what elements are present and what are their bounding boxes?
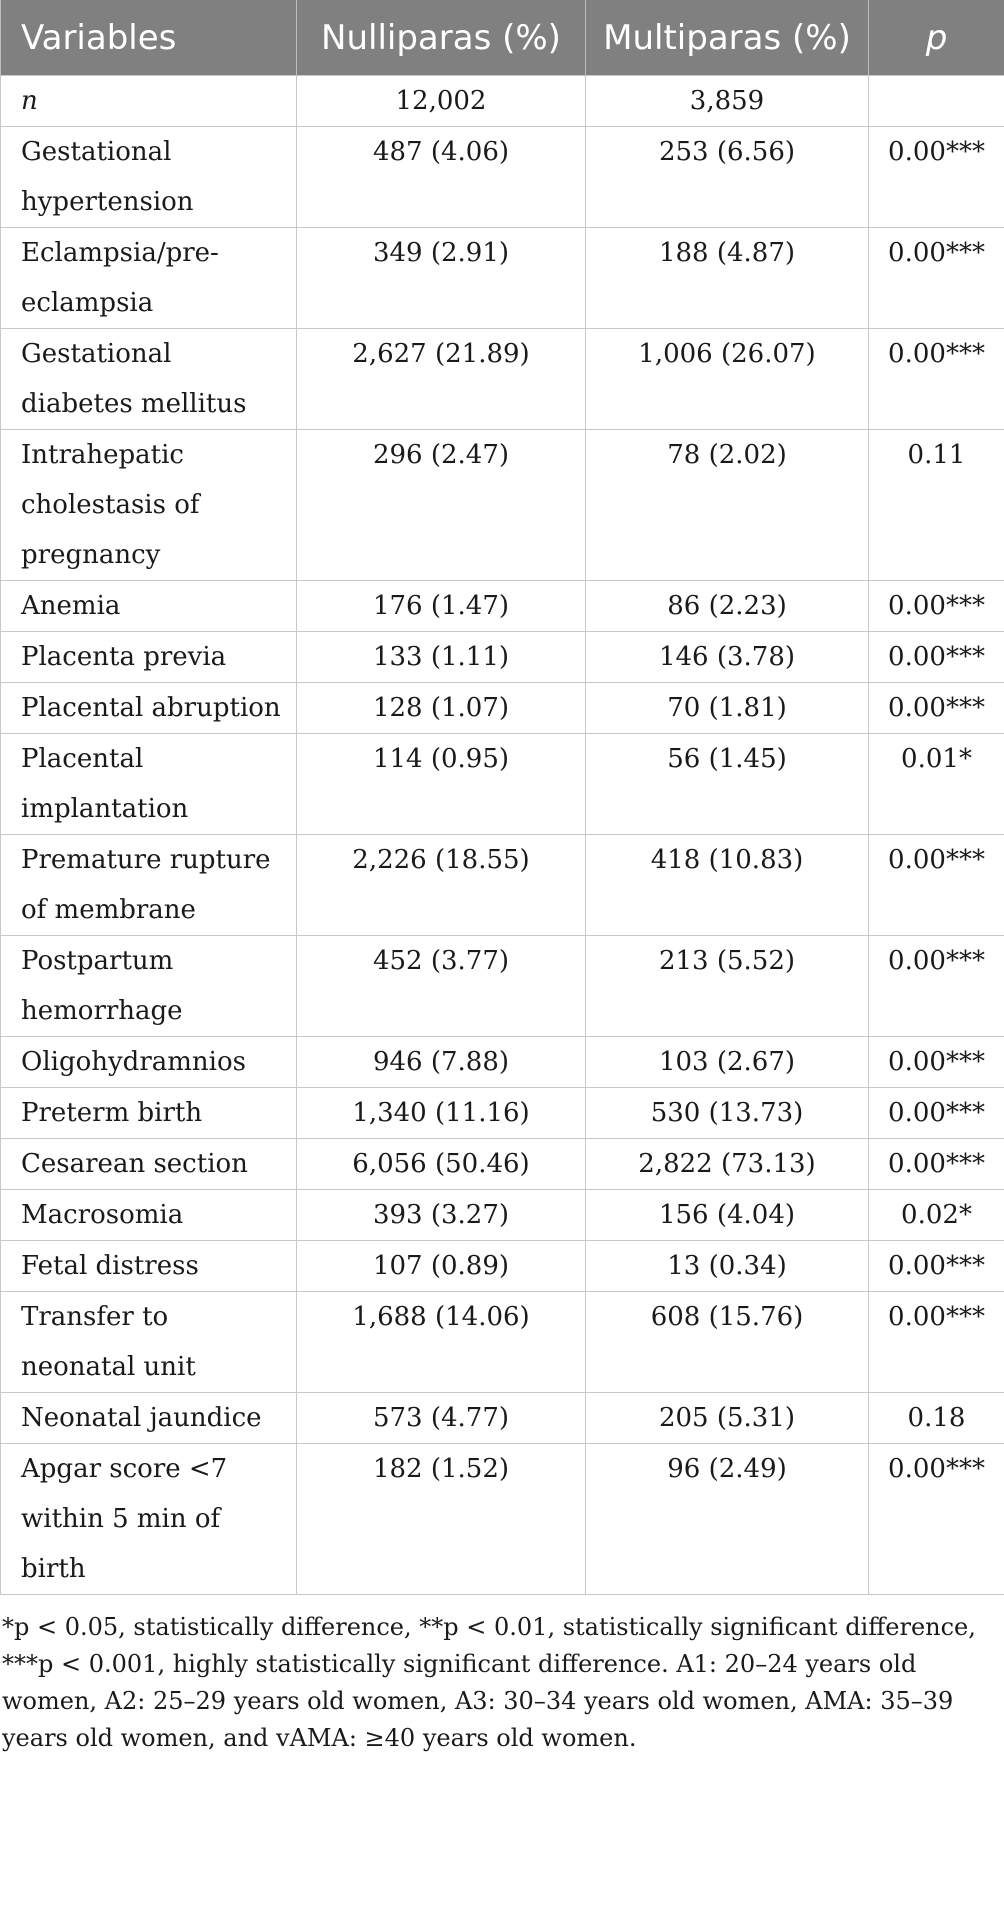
- row-nulliparas-value: 393 (3.27): [297, 1190, 586, 1241]
- row-p-value: 0.00***: [869, 632, 1004, 683]
- row-p-value: 0.00***: [869, 683, 1004, 734]
- table-row: [1, 1088, 1004, 1139]
- table-row: [1, 228, 1004, 329]
- row-multiparas-value: 156 (4.04): [586, 1190, 869, 1241]
- row-nulliparas-value: 349 (2.91): [297, 228, 586, 329]
- row-multiparas-value: 103 (2.67): [586, 1037, 869, 1088]
- table-row: [1, 329, 1004, 430]
- table-row: [1, 683, 1004, 734]
- row-variable-label: Cesarean section: [1, 1139, 297, 1190]
- row-nulliparas-value: 182 (1.52): [297, 1444, 586, 1595]
- table-row: [1, 734, 1004, 835]
- row-variable-label: Premature rupture of membrane: [1, 835, 297, 936]
- table-row: [1, 1190, 1004, 1241]
- row-p-value: 0.00***: [869, 329, 1004, 430]
- row-nulliparas-value: 107 (0.89): [297, 1241, 586, 1292]
- row-nulliparas-value: 128 (1.07): [297, 683, 586, 734]
- row-variable-label: Placental implantation: [1, 734, 297, 835]
- table-row: [1, 1393, 1004, 1444]
- header-multiparas: Multiparas (%): [586, 0, 869, 76]
- row-nulliparas-value: 2,627 (21.89): [297, 329, 586, 430]
- row-p-value: 0.00***: [869, 1444, 1004, 1595]
- row-p-value: 0.00***: [869, 1037, 1004, 1088]
- row-nulliparas-value: 1,688 (14.06): [297, 1292, 586, 1393]
- row-variable-label: Placenta previa: [1, 632, 297, 683]
- row-variable-label: Placental abruption: [1, 683, 297, 734]
- row-nulliparas-value: 6,056 (50.46): [297, 1139, 586, 1190]
- row-variable-label: Fetal distress: [1, 1241, 297, 1292]
- row-variable-label: Oligohydramnios: [1, 1037, 297, 1088]
- table-row: [1, 1139, 1004, 1190]
- table-row: [1, 430, 1004, 581]
- row-nulliparas-value: 12,002: [297, 76, 586, 127]
- row-multiparas-value: 146 (3.78): [586, 632, 869, 683]
- row-variable-label: n: [1, 76, 297, 127]
- row-nulliparas-value: 296 (2.47): [297, 430, 586, 581]
- row-nulliparas-value: 133 (1.11): [297, 632, 586, 683]
- row-variable-label: Preterm birth: [1, 1088, 297, 1139]
- table-header-row: [1, 0, 1004, 76]
- row-nulliparas-value: 176 (1.47): [297, 581, 586, 632]
- row-multiparas-value: 70 (1.81): [586, 683, 869, 734]
- row-variable-label: Intrahepatic cholestasis of pregnancy: [1, 430, 297, 581]
- table-row: [1, 581, 1004, 632]
- row-p-value: 0.00***: [869, 1292, 1004, 1393]
- row-p-value: [869, 76, 1004, 127]
- row-p-value: 0.00***: [869, 936, 1004, 1037]
- header-p-value: p: [869, 0, 1004, 76]
- row-variable-label: Neonatal jaundice: [1, 1393, 297, 1444]
- row-variable-label: Gestational diabetes mellitus: [1, 329, 297, 430]
- row-variable-label: Macrosomia: [1, 1190, 297, 1241]
- row-nulliparas-value: 452 (3.77): [297, 936, 586, 1037]
- row-p-value: 0.11: [869, 430, 1004, 581]
- row-p-value: 0.02*: [869, 1190, 1004, 1241]
- row-nulliparas-value: 573 (4.77): [297, 1393, 586, 1444]
- row-multiparas-value: 418 (10.83): [586, 835, 869, 936]
- row-multiparas-value: 530 (13.73): [586, 1088, 869, 1139]
- row-nulliparas-value: 114 (0.95): [297, 734, 586, 835]
- table-row: [1, 632, 1004, 683]
- row-variable-label: Postpartum hemorrhage: [1, 936, 297, 1037]
- row-nulliparas-value: 487 (4.06): [297, 127, 586, 228]
- row-p-value: 0.00***: [869, 228, 1004, 329]
- row-p-value: 0.00***: [869, 127, 1004, 228]
- row-multiparas-value: 78 (2.02): [586, 430, 869, 581]
- row-nulliparas-value: 946 (7.88): [297, 1037, 586, 1088]
- row-variable-label: Anemia: [1, 581, 297, 632]
- row-p-value: 0.00***: [869, 1088, 1004, 1139]
- row-multiparas-value: 253 (6.56): [586, 127, 869, 228]
- table-row: [1, 835, 1004, 936]
- row-multiparas-value: 608 (15.76): [586, 1292, 869, 1393]
- header-nulliparas: Nulliparas (%): [297, 0, 586, 76]
- row-p-value: 0.00***: [869, 1139, 1004, 1190]
- row-variable-label: Eclampsia/pre-eclampsia: [1, 228, 297, 329]
- row-variable-label: Apgar score <7 within 5 min of birth: [1, 1444, 297, 1595]
- row-multiparas-value: 3,859: [586, 76, 869, 127]
- row-p-value: 0.00***: [869, 581, 1004, 632]
- table-row: [1, 1292, 1004, 1393]
- table-footnote: *p < 0.05, statistically difference, **p < 0.01, statistically significant difference, ***p < 0.001, highly statistically significant difference. A1: 20–24 years old women, A2: 25–29 years old women, A3: 30–34 years old women, AMA: 35–39 years old women, and vAMA: ≥40 years old women.: [2, 1613, 976, 1752]
- row-multiparas-value: 96 (2.49): [586, 1444, 869, 1595]
- row-multiparas-value: 86 (2.23): [586, 581, 869, 632]
- row-variable-label: Gestational hypertension: [1, 127, 297, 228]
- row-p-value: 0.01*: [869, 734, 1004, 835]
- row-multiparas-value: 13 (0.34): [586, 1241, 869, 1292]
- row-p-value: 0.00***: [869, 835, 1004, 936]
- row-multiparas-value: 205 (5.31): [586, 1393, 869, 1444]
- row-p-value: 0.18: [869, 1393, 1004, 1444]
- table-row: [1, 1241, 1004, 1292]
- table-row: [1, 127, 1004, 228]
- table-row: [1, 1037, 1004, 1088]
- row-multiparas-value: 188 (4.87): [586, 228, 869, 329]
- row-multiparas-value: 2,822 (73.13): [586, 1139, 869, 1190]
- header-variables: Variables: [1, 0, 297, 76]
- row-multiparas-value: 56 (1.45): [586, 734, 869, 835]
- row-multiparas-value: 1,006 (26.07): [586, 329, 869, 430]
- row-nulliparas-value: 2,226 (18.55): [297, 835, 586, 936]
- table-row: [1, 1444, 1004, 1595]
- row-p-value: 0.00***: [869, 1241, 1004, 1292]
- table-row: [1, 76, 1004, 127]
- table-row: [1, 936, 1004, 1037]
- row-variable-label: Transfer to neonatal unit: [1, 1292, 297, 1393]
- row-multiparas-value: 213 (5.52): [586, 936, 869, 1037]
- row-nulliparas-value: 1,340 (11.16): [297, 1088, 586, 1139]
